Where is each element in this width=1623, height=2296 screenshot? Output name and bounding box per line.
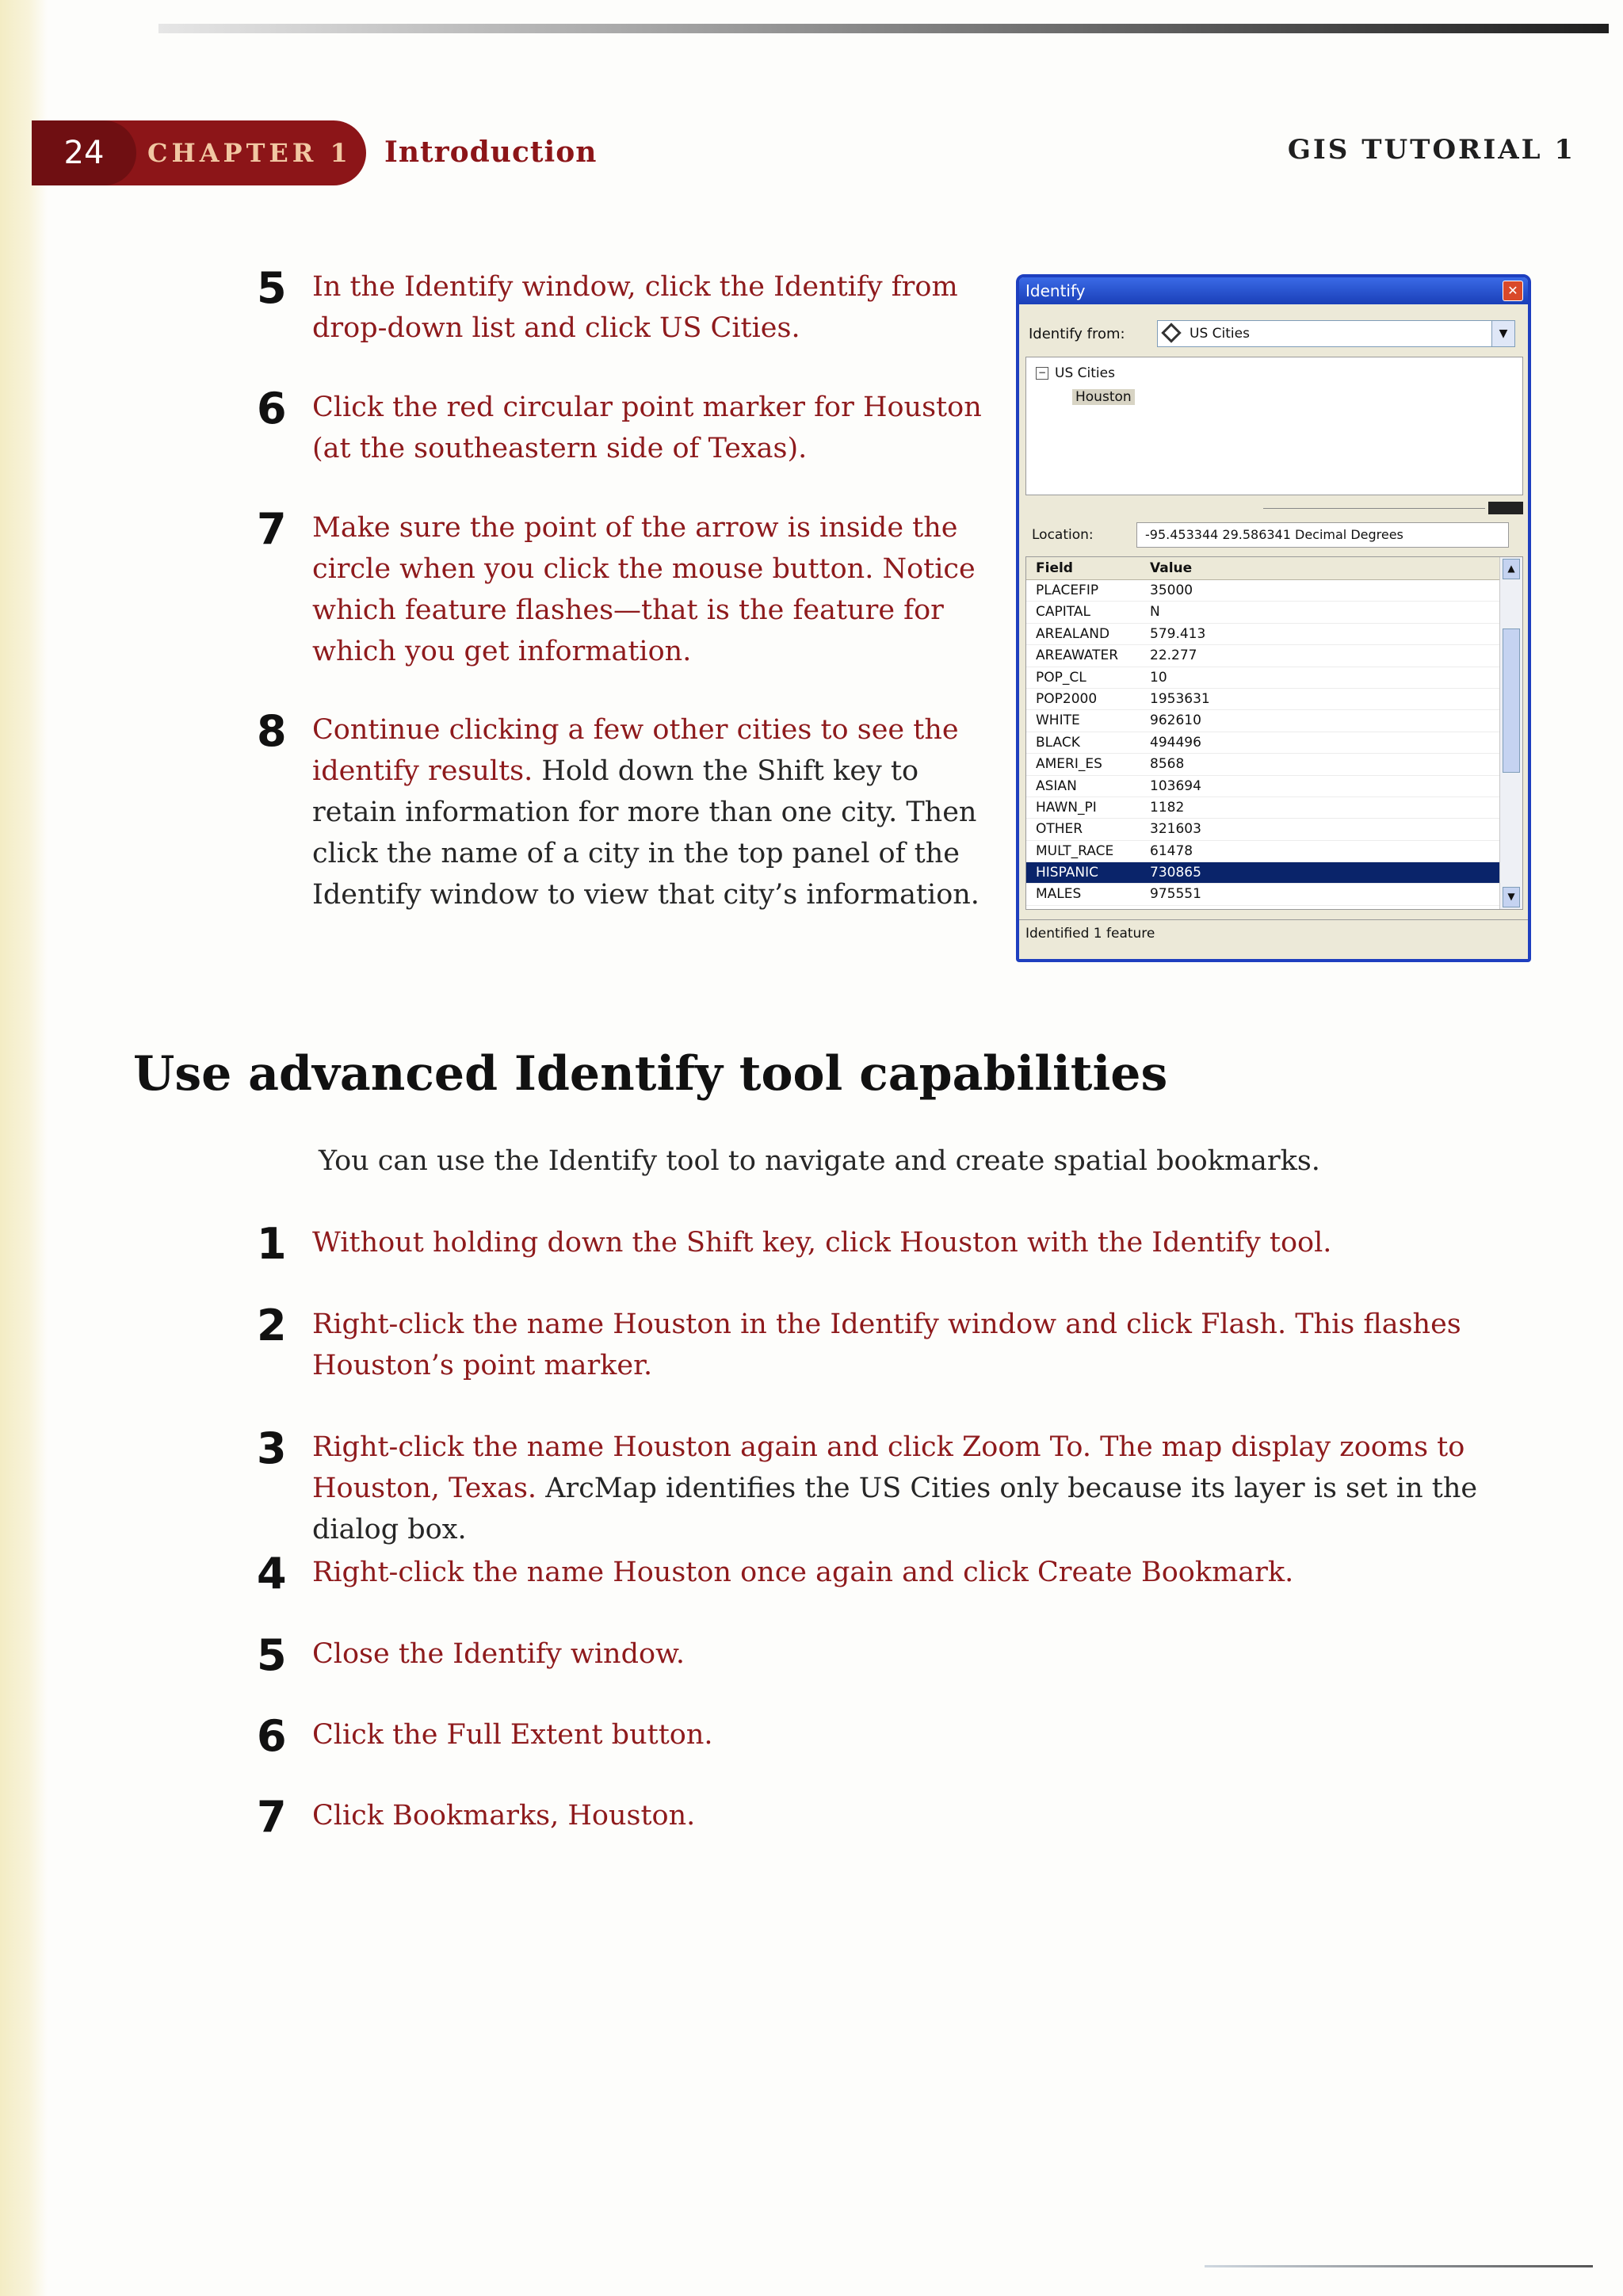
grid-row[interactable]: [1026, 689, 1522, 710]
grid-row[interactable]: [1026, 754, 1522, 775]
grid-cell-value: 962610: [1150, 712, 1201, 729]
status-bar: Identified 1 feature: [1019, 919, 1528, 946]
book-title: GIS TUTORIAL 1: [1287, 134, 1575, 166]
grid-row[interactable]: [1026, 580, 1522, 602]
step-number: 1: [257, 1219, 287, 1269]
step-number: 7: [257, 1792, 287, 1842]
grid-cell-value: 61478: [1150, 842, 1193, 859]
step-instruction: Right-click the name Houston once again and click Create Bookmark.: [312, 1557, 1294, 1588]
grid-cell-field: [1026, 906, 1145, 910]
grid-cell-value: 321603: [1150, 821, 1201, 838]
step-instruction: Continue clicking a few other cities to see the identify results.: [312, 714, 959, 787]
panel-splitter[interactable]: [1025, 502, 1523, 514]
step-1: [257, 1219, 1563, 1269]
step-6b: [257, 1711, 1563, 1761]
step-5: [257, 263, 992, 349]
step-3: [257, 1423, 1563, 1550]
grid-row[interactable]: [1026, 624, 1522, 645]
tree-item-houston[interactable]: Houston: [1072, 389, 1135, 405]
step-text: [312, 1427, 1563, 1550]
step-text: [312, 1714, 713, 1759]
identify-window-title: Identify: [1025, 281, 1086, 300]
grid-cell-field: AMERI_ES: [1036, 756, 1102, 773]
grid-cell-value: [1145, 906, 1494, 910]
chapter-label: CHAPTER 1: [147, 138, 352, 168]
grid-cell-field: AREALAND: [1036, 625, 1110, 642]
grid-cell-field: AREAWATER: [1036, 648, 1119, 664]
identify-from-value: US Cities: [1190, 326, 1250, 342]
column-header-value[interactable]: Value: [1150, 560, 1193, 576]
identify-from-row: [1025, 317, 1523, 352]
location-row: [1025, 519, 1523, 551]
grid-cell-value: 730865: [1150, 865, 1201, 881]
step-instruction: Without holding down the Shift key, click Houston with the Identify tool.: [312, 1227, 1332, 1259]
grid-cell-field: HAWN_PI: [1036, 799, 1097, 816]
tree-item-us-cities[interactable]: [1036, 365, 1115, 381]
identify-window: [1016, 274, 1531, 962]
grid-row[interactable]: [1026, 862, 1522, 884]
grid-row[interactable]: [1026, 732, 1522, 754]
step-instruction: Make sure the point of the arrow is inside the circle when you click the mouse button. Notice which feature flashes—that is the feature for which you get information.: [312, 512, 976, 667]
grid-cell-value: 975551: [1150, 886, 1201, 903]
page-edge-shading: [0, 0, 48, 2296]
grid-cell-field: HISPANIC: [1036, 865, 1098, 881]
layer-icon: [1161, 323, 1181, 342]
grid-row[interactable]: [1026, 710, 1522, 732]
step-number: 6: [257, 384, 287, 434]
grid-row[interactable]: [1026, 667, 1522, 689]
step-number: 7: [257, 504, 287, 554]
section-label: Introduction: [384, 136, 598, 169]
step-8: [257, 706, 992, 915]
grid-cell-value: 22.277: [1150, 648, 1197, 664]
bottom-rule: [1205, 2265, 1593, 2267]
location-field[interactable]: -95.453344 29.586341 Decimal Degrees: [1136, 522, 1509, 548]
step-number: 6: [257, 1711, 287, 1761]
step-instruction: Click Bookmarks, Houston.: [312, 1800, 696, 1832]
step-text: [312, 1552, 1293, 1596]
step-instruction: Right-click the name Houston in the Identify window and click Flash. This flashes Houston’s point marker.: [312, 1308, 1461, 1381]
step-number: 5: [257, 263, 287, 313]
step-instruction: Click the Full Extent button.: [312, 1719, 713, 1751]
step-text: [312, 1795, 695, 1839]
tree-root-label: US Cities: [1055, 365, 1115, 381]
grid-cell-value: 103694: [1150, 777, 1201, 794]
scroll-up-icon[interactable]: ▲: [1503, 559, 1520, 579]
grid-row[interactable]: [1026, 906, 1522, 910]
step-text: [312, 709, 992, 915]
view-toggle-icon[interactable]: [1488, 502, 1523, 514]
grid-cell-value: 8568: [1150, 756, 1185, 773]
grid-row[interactable]: [1026, 797, 1522, 819]
step-explanation: Hold down the Shift key to retain information for more than one city. Then click the name of a city in the top panel of the Identify window to view that city’s information.: [312, 755, 980, 911]
grid-row[interactable]: [1026, 884, 1522, 905]
step-number: 3: [257, 1423, 287, 1473]
top-rule: [158, 24, 1609, 33]
grid-row[interactable]: [1026, 819, 1522, 840]
step-text: [312, 1304, 1507, 1386]
step-number: 4: [257, 1549, 287, 1599]
grid-cell-field: POP_CL: [1036, 669, 1086, 686]
page-number: 24: [32, 120, 136, 185]
grid-cell-value: 1182: [1150, 799, 1185, 816]
step-number: 8: [257, 706, 287, 756]
attribute-grid: [1025, 556, 1523, 910]
identify-window-titlebar: [1019, 277, 1528, 304]
grid-cell-field: POP2000: [1036, 690, 1098, 707]
step-7b: [257, 1792, 1563, 1842]
column-header-field[interactable]: Field: [1036, 560, 1073, 576]
step-5b: [257, 1630, 1563, 1680]
grid-cell-value: N: [1150, 604, 1160, 621]
vertical-scrollbar[interactable]: [1499, 557, 1522, 909]
grid-row[interactable]: [1026, 645, 1522, 667]
grid-rows: [1026, 580, 1522, 910]
grid-cell-field: BLACK: [1036, 734, 1080, 751]
grid-cell-field: PLACEFIP: [1036, 583, 1099, 598]
grid-cell-value: 10: [1150, 669, 1167, 686]
grid-cell-value: 35000: [1150, 583, 1193, 598]
step-number: 2: [257, 1301, 287, 1350]
step-explanation: ArcMap identifies the US Cities only because its layer is set in the dialog box.: [312, 1473, 1478, 1545]
step-text: [312, 266, 992, 349]
identify-from-label: Identify from:: [1029, 326, 1125, 342]
step-6: [257, 384, 992, 469]
section-heading: Use advanced Identify tool capabilities: [133, 1046, 1168, 1102]
step-text: [312, 1633, 685, 1678]
results-tree: [1025, 357, 1523, 495]
identify-from-dropdown[interactable]: [1157, 320, 1515, 347]
grid-cell-field: OTHER: [1036, 821, 1083, 838]
grid-row[interactable]: [1026, 776, 1522, 797]
step-7: [257, 504, 992, 672]
step-instruction: In the Identify window, click the Identify from drop-down list and click US Cities.: [312, 271, 958, 344]
splitter-line: [1263, 508, 1485, 509]
step-number: 5: [257, 1630, 287, 1680]
grid-cell-value: 579.413: [1150, 625, 1206, 642]
section-intro: You can use the Identify tool to navigate and create spatial bookmarks.: [319, 1145, 1320, 1177]
scroll-down-icon[interactable]: ▼: [1503, 887, 1520, 907]
grid-row[interactable]: [1026, 602, 1522, 623]
grid-row[interactable]: [1026, 841, 1522, 862]
step-text: [312, 507, 992, 672]
step-text: [312, 387, 992, 469]
step-instruction: Click the red circular point marker for Houston (at the southeastern side of Texas).: [312, 392, 982, 464]
chevron-down-icon[interactable]: ▼: [1491, 321, 1514, 346]
grid-cell-value: 494496: [1150, 734, 1201, 751]
grid-cell-field: CAPITAL: [1036, 604, 1090, 621]
step-text: [312, 1222, 1331, 1266]
grid-cell-field: WHITE: [1036, 712, 1080, 729]
step-4: [257, 1549, 1563, 1599]
grid-header: [1026, 557, 1522, 580]
close-icon[interactable]: ✕: [1503, 281, 1523, 301]
grid-cell-value: 1953631: [1150, 690, 1210, 707]
grid-cell-field: MULT_RACE: [1036, 842, 1114, 859]
step-instruction: Close the Identify window.: [312, 1638, 685, 1670]
grid-cell-field: ASIAN: [1036, 777, 1077, 794]
location-label: Location:: [1032, 527, 1094, 543]
scrollbar-thumb[interactable]: [1503, 628, 1520, 773]
collapse-icon[interactable]: −: [1036, 367, 1048, 380]
step-2: [257, 1301, 1507, 1386]
grid-cell-field: MALES: [1036, 886, 1082, 903]
step-instruction: Right-click the name Houston again and click Zoom To. The map display zooms to Houston, Texas.: [312, 1431, 1465, 1504]
